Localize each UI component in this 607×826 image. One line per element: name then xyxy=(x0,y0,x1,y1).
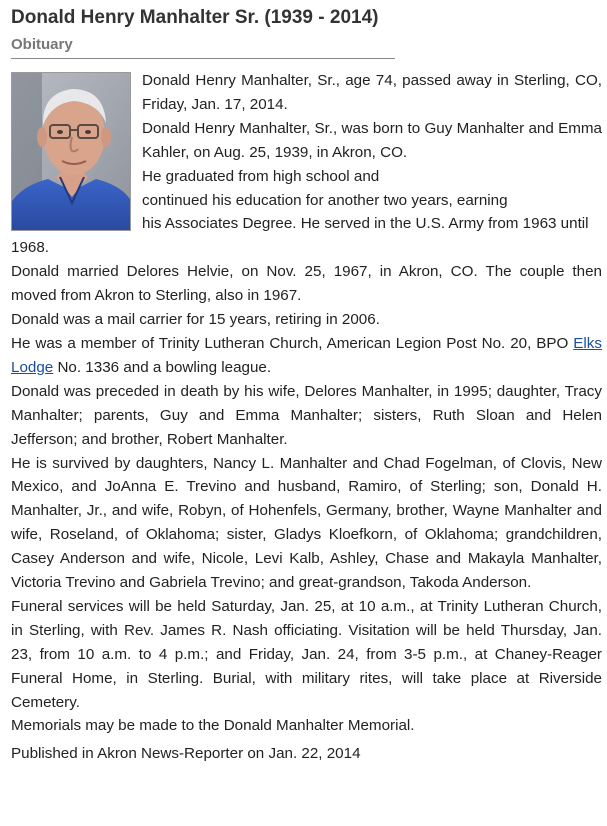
obituary-paragraph-6 xyxy=(11,332,602,380)
page-title: Donald Henry Manhalter Sr. (1939 - 2014) xyxy=(11,7,379,28)
paragraph-6-text-after: No. 1336 and a bowling league. xyxy=(53,358,272,376)
obituary-paragraph-1: Donald Henry Manhalter, Sr., age 74, passed away in Sterling, CO, Friday, Jan. 17, 2014. xyxy=(142,72,602,113)
obituary-paragraph-9: Funeral services will be held Saturday, Jan. 25, at 10 a.m., at Trinity Lutheran Church, in Sterling, with Rev. James R. Nash officiating. Visitation will be held Thursday, Jan. 23, from 10 a.m. to 4 p.m.; and Friday, Jan. 24, from 3-5 p.m., at Chaney-Reager Funeral Home, in Sterling. Burial, with military rites, will take place at Riverside Cemetery. xyxy=(11,597,602,711)
header-divider xyxy=(11,58,395,59)
obituary-paragraph-3a: He graduated from high school and xyxy=(142,167,380,185)
obituary-paragraph-8: He is survived by daughters, Nancy L. Manhalter and Chad Fogelman, of Clovis, New Mexico, and JoAnna E. Trevino and husband, Ramiro, of Sterling; son, Donald H. Manhalter, Jr., and wife, Robyn, of Hohenfels, Germany, brother, Wayne Manhalter and wife, Roseland, of Oklahoma; sister, Gladys Kloefkorn, of Oklahoma; grandchildren, Casey Anderson and wife, Nicole, Levi Kalb, Ashley, Chase and Makayla Manhalter, Victoria Trevino and Gabriela Trevino; and great-grandson, Takoda Anderson. xyxy=(11,454,602,592)
paragraph-6-text-before: He was a member of Trinity Lutheran Church, American Legion Post No. 20, BPO xyxy=(11,334,574,352)
obituary-paragraph-5: Donald was a mail carrier for 15 years, retiring in 2006. xyxy=(11,311,380,329)
obituary-body xyxy=(11,69,602,766)
obituary-paragraph-3b: continued his education for another two years, earning xyxy=(142,191,508,209)
obituary-paragraph-2: Donald Henry Manhalter, Sr., was born to Guy Manhalter and Emma Kahler, on Aug. 25, 1939, in Akron, CO. xyxy=(142,119,602,161)
obituary-paragraph-10: Memorials may be made to the Donald Manhalter Memorial. xyxy=(11,717,415,735)
obituary-paragraph-3c: his Associates Degree. He served in the U.S. Army from 1963 until 1968. xyxy=(11,215,589,257)
elks-lodge-link[interactable]: Elks Lodge xyxy=(11,334,602,376)
portrait-photo xyxy=(11,72,131,231)
obituary-paragraph-4: Donald married Delores Helvie, on Nov. 25, 1967, in Akron, CO. The couple then moved from Akron to Sterling, also in 1967. xyxy=(11,263,602,305)
published-note: Published in Akron News-Reporter on Jan. 22, 2014 xyxy=(11,745,361,763)
portrait-photo-icon xyxy=(12,73,130,230)
page-subtitle: Obituary xyxy=(11,36,73,53)
obituary-paragraph-7: Donald was preceded in death by his wife, Delores Manhalter, in 1995; daughter, Tracy Manhalter; parents, Guy and Emma Manhalter; sisters, Ruth Sloan and Helen Jefferson; and brother, Robert Manhalter. xyxy=(11,382,602,448)
